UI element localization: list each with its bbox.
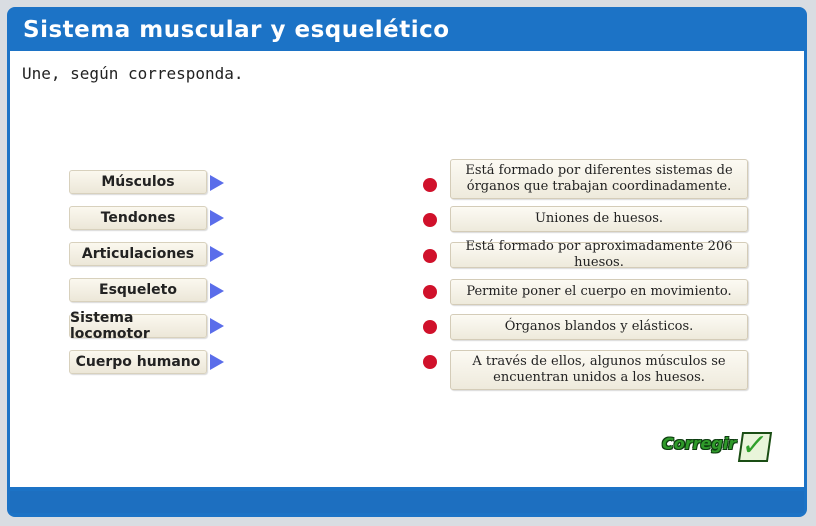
definition-2[interactable]: Uniones de huesos. — [450, 206, 748, 232]
definition-5[interactable]: Órganos blandos y elásticos. — [450, 314, 748, 340]
connector-dot-icon[interactable] — [423, 285, 437, 299]
term-musculos[interactable]: Músculos — [69, 170, 207, 194]
correct-button[interactable] — [662, 428, 780, 464]
connector-arrow-icon[interactable] — [210, 283, 224, 299]
connector-dot-icon[interactable] — [423, 213, 437, 227]
term-articulaciones[interactable]: Articulaciones — [69, 242, 207, 266]
connector-dot-icon[interactable] — [423, 178, 437, 192]
connector-arrow-icon[interactable] — [210, 354, 224, 370]
connector-arrow-icon[interactable] — [210, 175, 224, 191]
checkmark-icon: ✓ — [739, 428, 770, 463]
connector-arrow-icon[interactable] — [210, 246, 224, 262]
connector-arrow-icon[interactable] — [210, 210, 224, 226]
page-title: Sistema muscular y esquelético — [23, 17, 450, 43]
definition-1[interactable]: Está formado por diferentes sistemas de órganos que trabajan coordinadamente. — [450, 159, 748, 199]
term-tendones[interactable]: Tendones — [69, 206, 207, 230]
connector-dot-icon[interactable] — [423, 355, 437, 369]
connector-dot-icon[interactable] — [423, 320, 437, 334]
definition-3[interactable]: Está formado por aproximadamente 206 huesos. — [450, 242, 748, 268]
connector-arrow-icon[interactable] — [210, 318, 224, 334]
instruction-text: Une, según corresponda. — [22, 64, 244, 83]
definition-4[interactable]: Permite poner el cuerpo en movimiento. — [450, 279, 748, 305]
term-sistema-locomotor[interactable]: Sistema locomotor — [69, 314, 207, 338]
term-esqueleto[interactable]: Esqueleto — [69, 278, 207, 302]
correct-button-label: Corregir — [662, 434, 737, 453]
connector-dot-icon[interactable] — [423, 249, 437, 263]
definition-6[interactable]: A través de ellos, algunos músculos se encuentran unidos a los huesos. — [450, 350, 748, 390]
footer-bar — [10, 491, 804, 513]
term-cuerpo-humano[interactable]: Cuerpo humano — [69, 350, 207, 374]
